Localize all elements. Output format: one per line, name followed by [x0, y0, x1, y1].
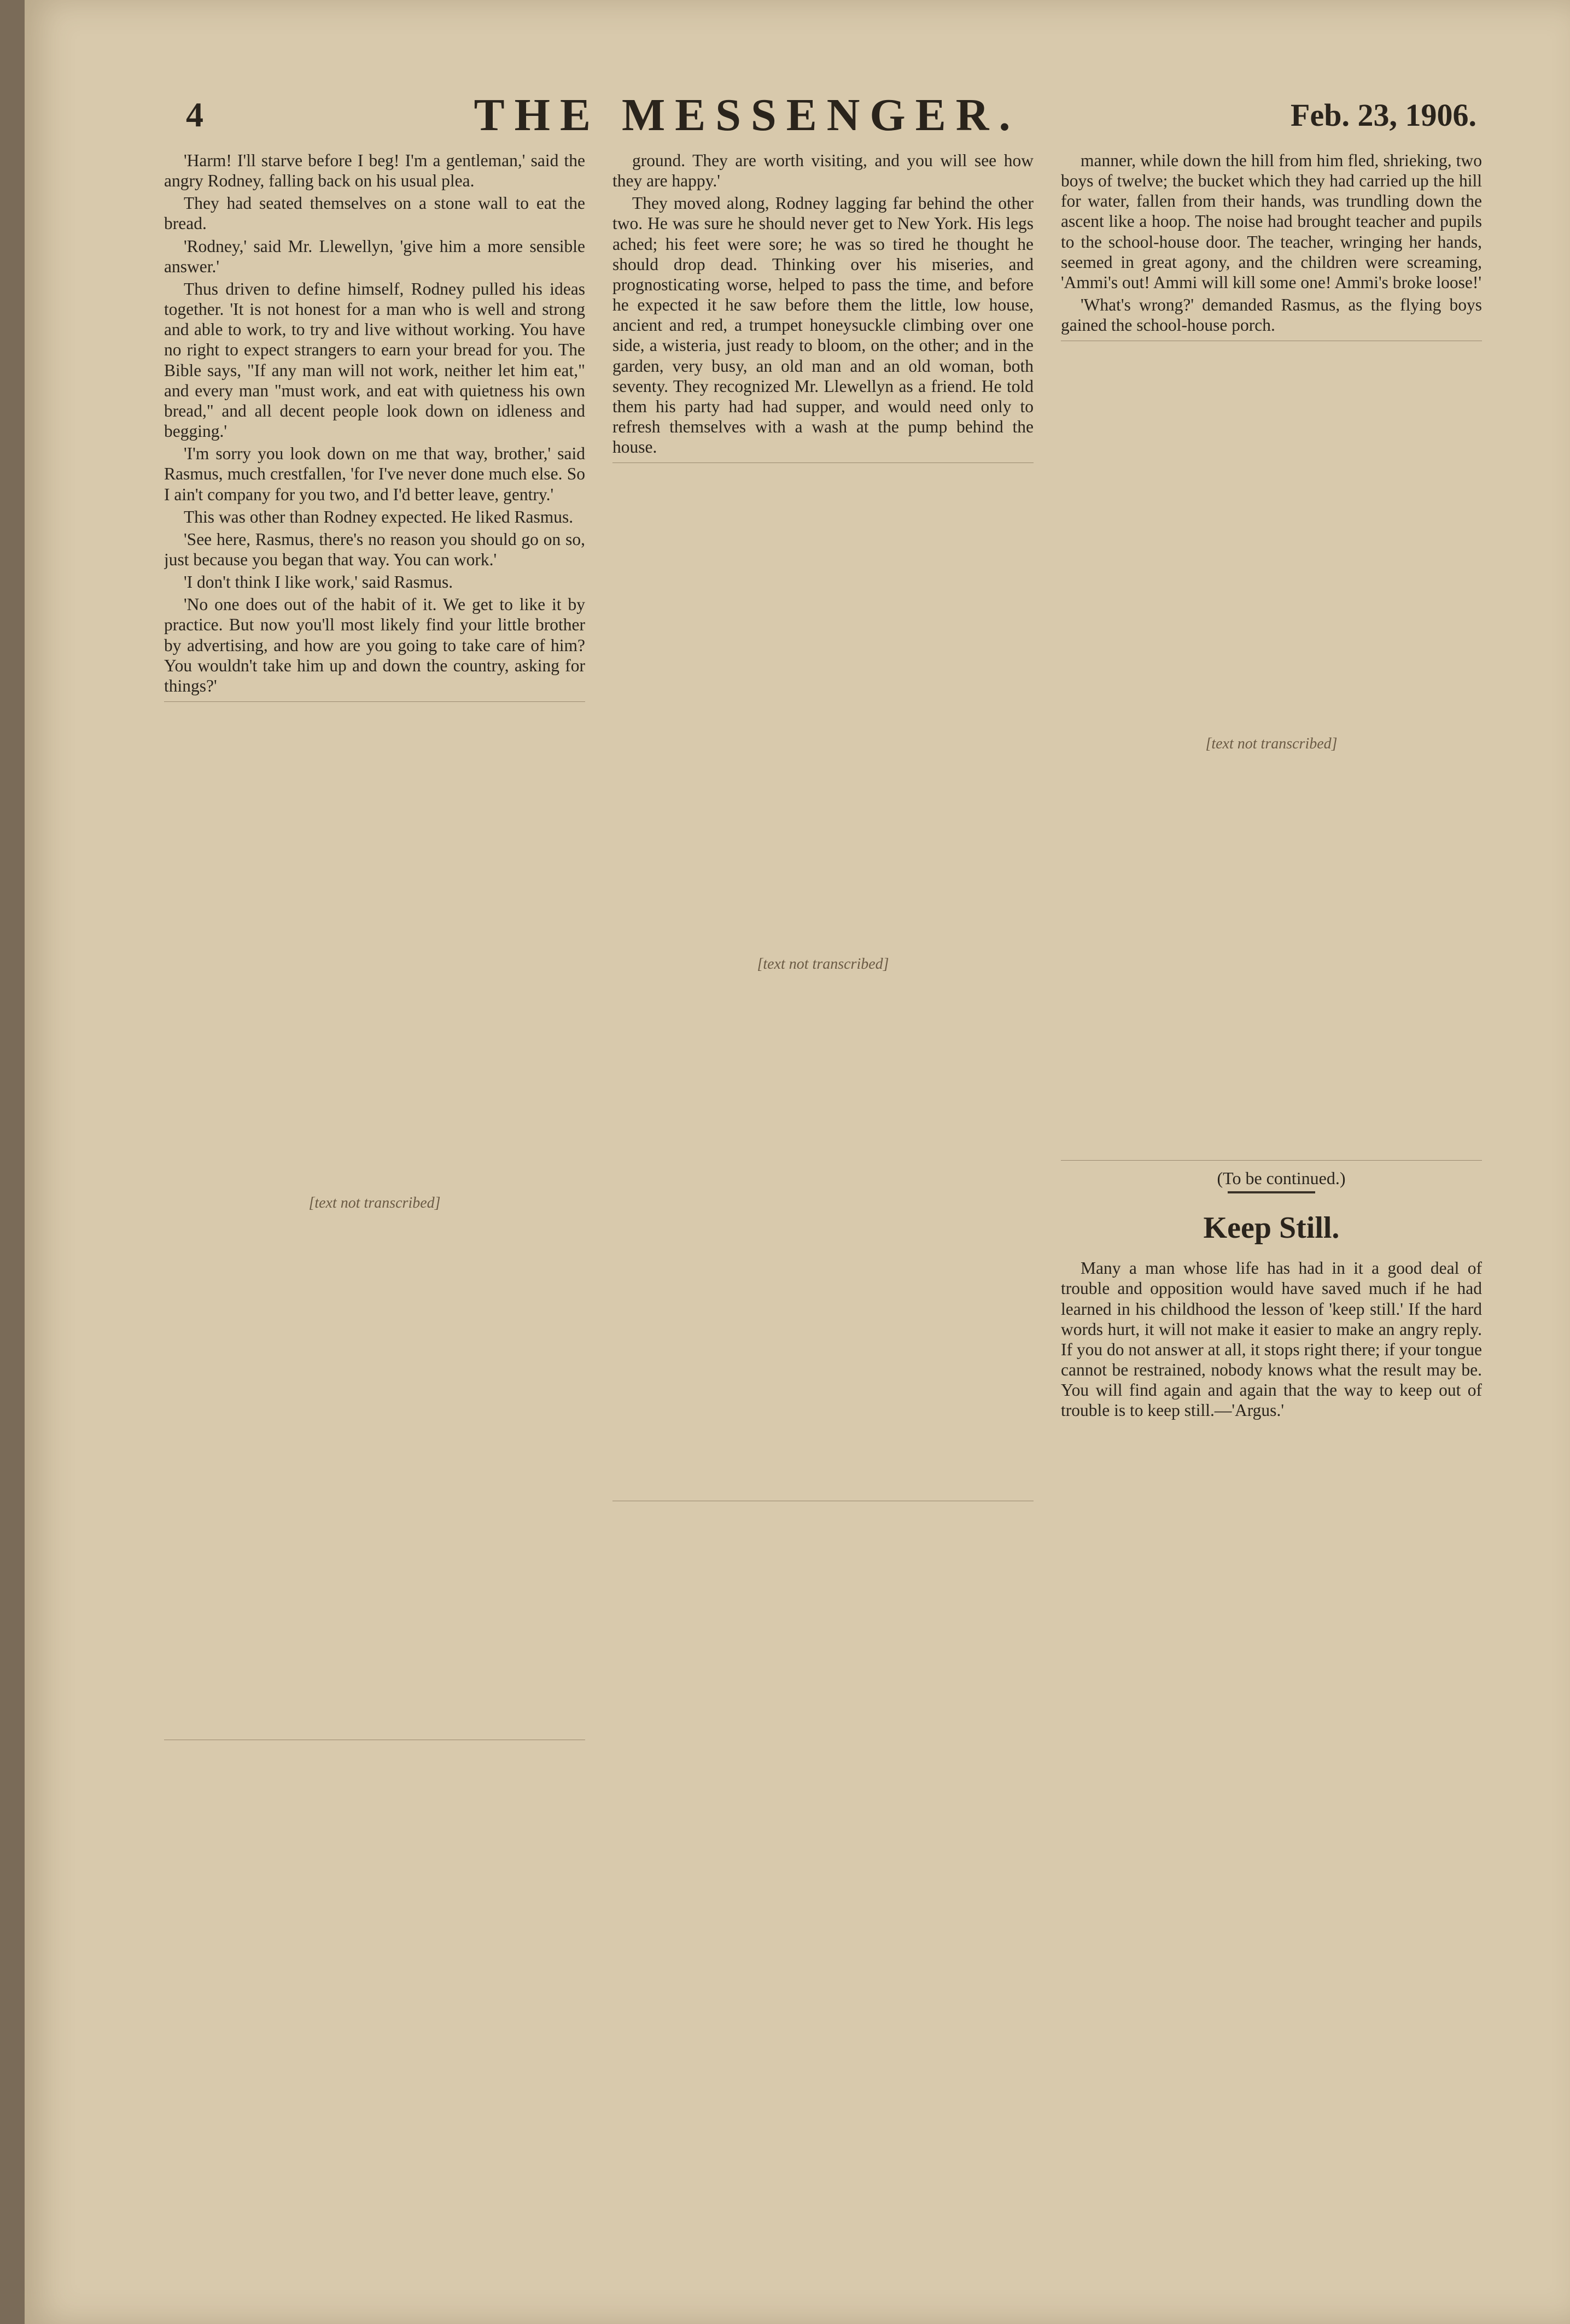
untranscribed-text-gap: [text not transcribed] — [612, 463, 1034, 1501]
masthead: THE MESSENGER. — [474, 89, 1020, 141]
paragraph: They had seated themselves on a stone wall to eat the bread. — [164, 194, 585, 233]
section-divider — [1228, 1191, 1315, 1193]
page-number: 4 — [186, 95, 203, 134]
paragraph: This was other than Rodney expected. He liked Rasmus. — [184, 507, 574, 526]
paragraph: 'No one does out of the habit of it. We get to like it by practice. But now you'll most likely find your little brother by advertising, and how are you going to take care of him? You wouldn't take him up and down the country, asking for things?' — [164, 595, 585, 695]
paragraph: manner, while down the hill from him fled, shrieking, two boys of twelve; the bucket which they had carried up the hill for water, fallen from their hands, was trundling down the ascent like a hoop. The noise had brought teacher and pupils to the school-house door. The teacher, wringing her hands, seemed in great agony, and the children were screaming, 'Ammi's out! Ammi will kill some one! Ammi's broke loose!' — [1061, 151, 1482, 292]
keep-still-title: Keep Still. — [1203, 1211, 1340, 1245]
paragraph: 'I don't think I like work,' said Rasmus. — [184, 572, 453, 592]
paragraph: Thus driven to define himself, Rodney pulled his ideas together. 'It is not honest for a man who is well and strong and able to work, to try and live without working. You have no right to expect strangers to earn your bread for you. The Bible says, "If any man will not work, neither let him eat," and every man "must work, and eat with quietness his own bread," and all decent people look down on idleness and begging.' — [164, 279, 585, 441]
untranscribed-text-gap: [text not transcribed] — [164, 701, 585, 1740]
paragraph: They moved along, Rodney lagging far behind the other two. He was sure he should never get to New York. His legs ached; his feet were sore; he was so tired he thought he should drop dead. Thinking over his miseries, and prognosticating worse, helped to pass the time, and before he expected it he saw before them the little, low house, ancient and red, a trumpet honeysuckle climbing over one side, a wisteria, just ready to bloom, on the other; and in the garden, very busy, an old man and an old woman, both seventy. They recognized Mr. Llewellyn as a friend. He told them his party had had supper, and would need only to refresh themselves with a wash at the pump behind the house. — [612, 194, 1034, 457]
paragraph: 'See here, Rasmus, there's no reason you should go on so, just because you began that way. You can work.' — [164, 529, 585, 569]
paragraph: 'What's wrong?' demanded Rasmus, as the flying boys gained the school-house porch. — [1061, 295, 1482, 335]
paragraph: 'I'm sorry you look down on me that way, brother,' said Rasmus, much crestfallen, 'for I've never done much else. So I ain't company for you two, and I'd better leave, gentry.' — [164, 444, 585, 504]
paragraph: 'Rodney,' said Mr. Llewellyn, 'give him a more sensible answer.' — [164, 236, 585, 276]
page-header — [186, 82, 1476, 148]
paragraph: ground. They are worth visiting, and you will see how they are happy.' — [612, 151, 1034, 191]
column-3 — [1061, 150, 1482, 2282]
column-2 — [612, 150, 1034, 2282]
column-1 — [164, 150, 585, 2282]
keep-still-body: Many a man whose life has had in it a good deal of trouble and opposition would have saved much if he had learned in his childhood the lesson of 'keep still.' If the hard words hurt, it will not make it easier to make an angry reply. If you do not answer at all, it stops right there; if your tongue cannot be restrained, nobody knows what the result may be. You will find again and again that the way to keep out of trouble is to keep still.—'Argus.' — [1061, 1258, 1482, 1420]
to-be-continued: (To be continued.) — [1217, 1168, 1346, 1189]
article-columns — [164, 150, 1482, 2282]
paragraph: 'Harm! I'll starve before I beg! I'm a gentleman,' said the angry Rodney, falling back on his usual plea. — [164, 151, 585, 191]
untranscribed-text-gap: [text not transcribed] — [1061, 341, 1482, 1161]
issue-date: Feb. 23, 1906. — [1291, 97, 1476, 133]
